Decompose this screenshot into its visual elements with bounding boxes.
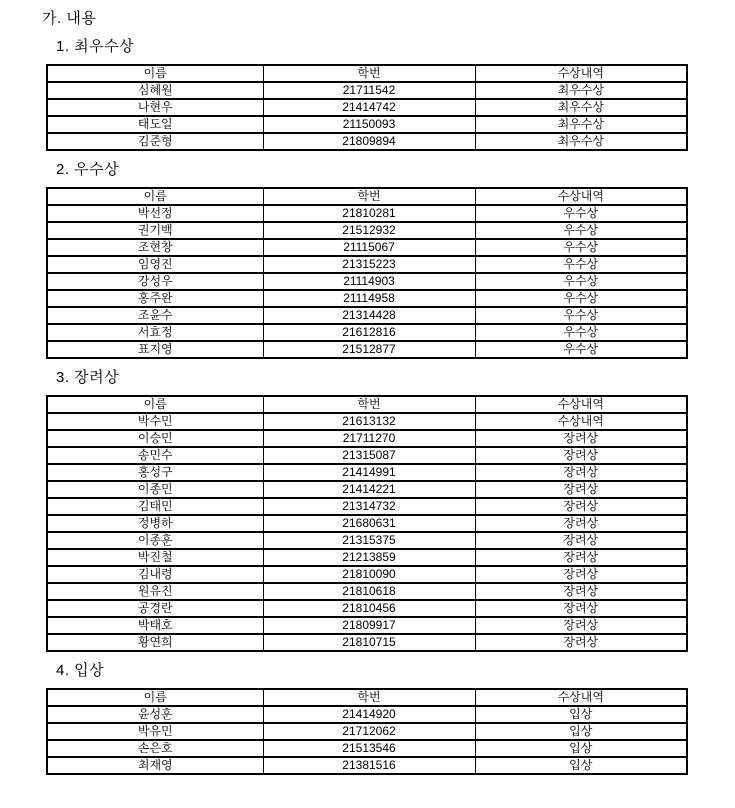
name-cell: 공경란 [47, 600, 263, 617]
column-header: 수상내역 [475, 689, 687, 706]
award-cell: 장려상 [475, 566, 687, 583]
table-row [47, 617, 687, 634]
table-row [47, 583, 687, 600]
name-cell: 이종민 [47, 481, 263, 498]
award-cell: 장려상 [475, 600, 687, 617]
table-row [47, 205, 687, 222]
student-id-cell: 21810715 [263, 634, 475, 651]
table-row [47, 498, 687, 515]
table-row [47, 82, 687, 99]
student-id-cell: 21809917 [263, 617, 475, 634]
award-cell: 입상 [475, 723, 687, 740]
award-cell: 장려상 [475, 617, 687, 634]
student-id-cell: 21314428 [263, 307, 475, 324]
table-row [47, 634, 687, 651]
column-header: 수상내역 [475, 188, 687, 205]
student-id-cell: 21150093 [263, 116, 475, 133]
student-id-cell: 21114903 [263, 273, 475, 290]
award-table [46, 688, 688, 775]
award-cell: 우수상 [475, 256, 687, 273]
section-heading: 3. 장려상 [56, 369, 120, 386]
award-cell: 장려상 [475, 447, 687, 464]
column-header: 학번 [263, 188, 475, 205]
name-cell: 홍주완 [47, 290, 263, 307]
student-id-cell: 21809894 [263, 133, 475, 150]
student-id-cell: 21512932 [263, 222, 475, 239]
column-header: 학번 [263, 396, 475, 413]
name-cell: 서효정 [47, 324, 263, 341]
table-row [47, 116, 687, 133]
table-row [47, 324, 687, 341]
student-id-cell: 21213859 [263, 549, 475, 566]
student-id-cell: 21414920 [263, 706, 475, 723]
column-header: 이름 [47, 396, 263, 413]
award-section [0, 161, 735, 359]
award-cell: 장려상 [475, 515, 687, 532]
name-cell: 김태민 [47, 498, 263, 515]
name-cell: 태도일 [47, 116, 263, 133]
table-row [47, 481, 687, 498]
student-id-cell: 21414742 [263, 99, 475, 116]
table-row [47, 723, 687, 740]
name-cell: 나현우 [47, 99, 263, 116]
section-heading: 2. 우수상 [56, 161, 120, 178]
student-id-cell: 21810618 [263, 583, 475, 600]
award-section [0, 38, 735, 151]
student-id-cell: 21612816 [263, 324, 475, 341]
name-cell: 박유민 [47, 723, 263, 740]
name-cell: 손은호 [47, 740, 263, 757]
name-cell: 임영진 [47, 256, 263, 273]
table-header-row [47, 689, 687, 706]
student-id-cell: 21680631 [263, 515, 475, 532]
award-cell: 장려상 [475, 583, 687, 600]
name-cell: 조윤수 [47, 307, 263, 324]
name-cell: 정병하 [47, 515, 263, 532]
column-header: 이름 [47, 689, 263, 706]
award-cell: 최우수상 [475, 116, 687, 133]
award-section [0, 369, 735, 652]
name-cell: 이종훈 [47, 532, 263, 549]
award-table [46, 187, 688, 359]
award-table [46, 395, 688, 652]
award-cell: 우수상 [475, 222, 687, 239]
student-id-cell: 21315375 [263, 532, 475, 549]
column-header: 이름 [47, 65, 263, 82]
name-cell: 박수민 [47, 413, 263, 430]
award-table [46, 64, 688, 151]
name-cell: 박선정 [47, 205, 263, 222]
name-cell: 원유진 [47, 583, 263, 600]
award-cell: 우수상 [475, 239, 687, 256]
name-cell: 강성우 [47, 273, 263, 290]
section-heading: 4. 입상 [56, 662, 105, 679]
student-id-cell: 21414991 [263, 464, 475, 481]
award-cell: 최우수상 [475, 82, 687, 99]
name-cell: 박진철 [47, 549, 263, 566]
award-cell: 장려상 [475, 498, 687, 515]
award-cell: 입상 [475, 740, 687, 757]
table-row [47, 549, 687, 566]
award-cell: 우수상 [475, 307, 687, 324]
column-header: 수상내역 [475, 65, 687, 82]
student-id-cell: 21810281 [263, 205, 475, 222]
name-cell: 표지영 [47, 341, 263, 358]
table-row [47, 290, 687, 307]
student-id-cell: 21381516 [263, 757, 475, 774]
table-row [47, 273, 687, 290]
name-cell: 황연희 [47, 634, 263, 651]
award-cell: 장려상 [475, 430, 687, 447]
table-header-row [47, 65, 687, 82]
table-row [47, 464, 687, 481]
award-cell: 우수상 [475, 324, 687, 341]
student-id-cell: 21512877 [263, 341, 475, 358]
name-cell: 심혜원 [47, 82, 263, 99]
award-cell: 우수상 [475, 341, 687, 358]
award-section [0, 662, 735, 775]
student-id-cell: 21414221 [263, 481, 475, 498]
student-id-cell: 21613132 [263, 413, 475, 430]
table-row [47, 413, 687, 430]
award-cell: 우수상 [475, 290, 687, 307]
student-id-cell: 21711542 [263, 82, 475, 99]
student-id-cell: 21712062 [263, 723, 475, 740]
name-cell: 홍성구 [47, 464, 263, 481]
student-id-cell: 21115067 [263, 239, 475, 256]
table-row [47, 740, 687, 757]
sections-container [0, 38, 735, 775]
award-cell: 최우수상 [475, 133, 687, 150]
table-row [47, 99, 687, 116]
table-row [47, 307, 687, 324]
award-cell: 장려상 [475, 532, 687, 549]
table-row [47, 430, 687, 447]
name-cell: 권기백 [47, 222, 263, 239]
column-header: 이름 [47, 188, 263, 205]
column-header: 학번 [263, 689, 475, 706]
column-header: 학번 [263, 65, 475, 82]
table-row [47, 757, 687, 774]
name-cell: 김준형 [47, 133, 263, 150]
student-id-cell: 21810456 [263, 600, 475, 617]
student-id-cell: 21810090 [263, 566, 475, 583]
student-id-cell: 21711270 [263, 430, 475, 447]
name-cell: 조현창 [47, 239, 263, 256]
student-id-cell: 21315087 [263, 447, 475, 464]
table-header-row [47, 188, 687, 205]
award-cell: 장려상 [475, 549, 687, 566]
student-id-cell: 21314732 [263, 498, 475, 515]
name-cell: 최재영 [47, 757, 263, 774]
page-title: 가. 내용 [42, 10, 97, 27]
student-id-cell: 21513546 [263, 740, 475, 757]
table-row [47, 133, 687, 150]
award-cell: 우수상 [475, 273, 687, 290]
table-row [47, 600, 687, 617]
table-header-row [47, 396, 687, 413]
award-cell: 우수상 [475, 205, 687, 222]
table-row [47, 515, 687, 532]
table-row [47, 222, 687, 239]
award-cell: 입상 [475, 706, 687, 723]
name-cell: 윤성훈 [47, 706, 263, 723]
name-cell: 김내령 [47, 566, 263, 583]
award-cell: 장려상 [475, 481, 687, 498]
student-id-cell: 21315223 [263, 256, 475, 273]
award-cell: 장려상 [475, 464, 687, 481]
column-header: 수상내역 [475, 396, 687, 413]
section-heading: 1. 최우수상 [56, 38, 135, 55]
name-cell: 이승민 [47, 430, 263, 447]
table-row [47, 532, 687, 549]
table-row [47, 706, 687, 723]
table-row [47, 341, 687, 358]
name-cell: 송민수 [47, 447, 263, 464]
table-row [47, 239, 687, 256]
award-cell: 최우수상 [475, 99, 687, 116]
table-row [47, 447, 687, 464]
name-cell: 박태호 [47, 617, 263, 634]
award-cell: 장려상 [475, 634, 687, 651]
award-cell: 입상 [475, 757, 687, 774]
student-id-cell: 21114958 [263, 290, 475, 307]
table-row [47, 256, 687, 273]
table-row [47, 566, 687, 583]
award-cell: 수상내역 [475, 413, 687, 430]
